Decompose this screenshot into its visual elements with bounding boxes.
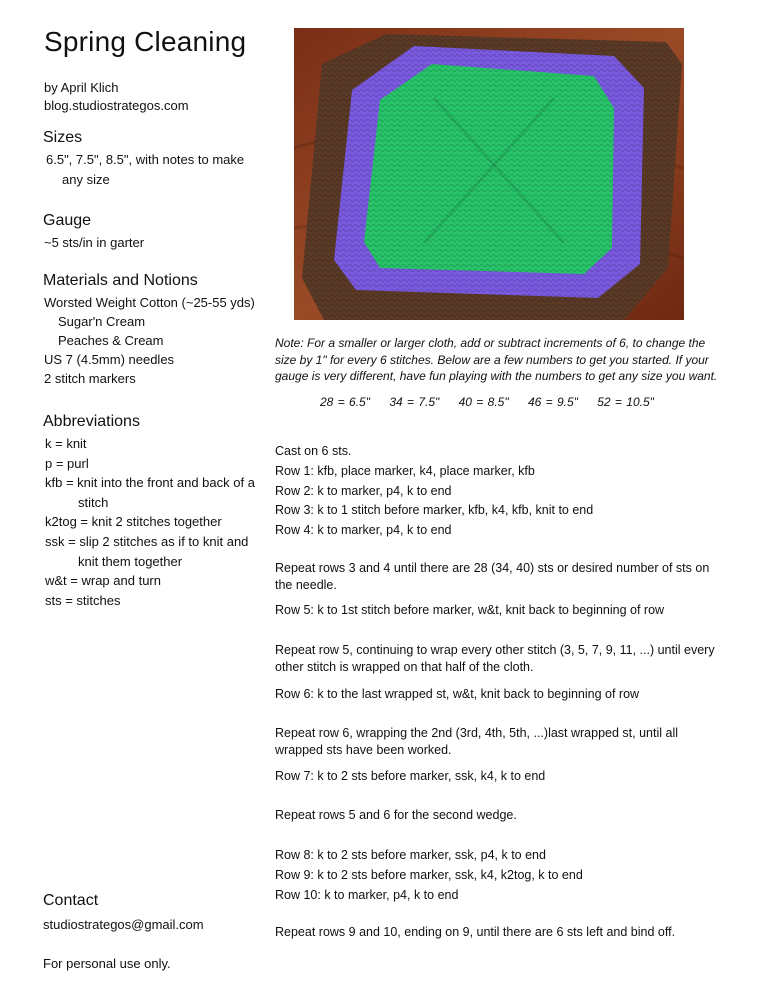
abbreviation-item: k = knit — [45, 436, 87, 451]
instruction-line: Row 3: k to 1 stitch before marker, kfb, k4, kfb, knit to end — [275, 503, 594, 518]
instruction-block-end — [275, 846, 725, 905]
materials-item: Sugar'n Cream — [58, 314, 146, 329]
gauge-heading: Gauge — [43, 212, 92, 229]
size-table — [320, 395, 669, 409]
instruction-line: Row 9: k to 2 sts before marker, ssk, k4, k2tog, k to end — [275, 867, 583, 882]
abbreviation-item: kfb = knit into the front and back of a — [45, 475, 255, 491]
materials-item: Peaches & Cream — [58, 333, 164, 348]
instruction-line: Row 10: k to marker, p4, k to end — [275, 887, 459, 902]
sizes-text-cont: any size — [62, 172, 110, 187]
byline: by April Klich — [44, 80, 119, 95]
size-entry: 52 = 10.5" — [597, 395, 654, 409]
instruction-line: Repeat rows 5 and 6 for the second wedge. — [275, 808, 517, 822]
instruction-line: Repeat row 6, wrapping the 2nd (3rd, 4th, 5th, ...)last wrapped st, until all wrapped sts have been worked. — [275, 726, 678, 757]
abbreviations-heading: Abbreviations — [43, 413, 140, 430]
size-entry: 34 = 7.5" — [389, 395, 440, 409]
abbreviation-item: p = purl — [45, 455, 89, 471]
instruction-line: Row 1: kfb, place marker, k4, place marker, kfb — [275, 463, 535, 478]
abbreviations-list — [45, 434, 255, 610]
instruction-line: Repeat row 5, continuing to wrap every other stitch (3, 5, 7, 9, 11, ...) until every other stitch is wrapped on that half of the cloth. — [275, 643, 715, 674]
abbreviation-item: w&t = wrap and turn — [45, 573, 161, 589]
instruction-block-start — [275, 442, 725, 541]
instruction-line: Cast on 6 sts. — [275, 444, 352, 458]
abbreviation-item: knit them together — [78, 553, 183, 569]
materials-heading: Materials and Notions — [43, 272, 198, 289]
instruction-line: Row 7: k to 2 sts before marker, ssk, k4, k to end — [275, 769, 546, 783]
sizing-note: Note: For a smaller or larger cloth, add or subtract increments of 6, to change the size by 1" for every 6 stitches. Below are a few numbers to get you started. If your gauge is very different, have fun playing with the numbers to get any size you want. — [275, 336, 718, 383]
abbreviation-item: k2tog = knit 2 stitches together — [45, 514, 222, 530]
instruction-line: Row 4: k to marker, p4, k to end — [275, 523, 452, 538]
abbreviation-item: stitch — [78, 494, 109, 510]
instruction-line: Row 6: k to the last wrapped st, w&t, knit back to beginning of row — [275, 687, 640, 701]
dishcloth-photo — [294, 28, 684, 320]
contact-heading: Contact — [43, 892, 99, 909]
website-link[interactable]: blog.studiostrategos.com — [44, 98, 189, 113]
materials-list — [44, 293, 255, 388]
materials-item: Worsted Weight Cotton (~25-55 yds) — [44, 295, 255, 310]
instruction-line: Row 8: k to 2 sts before marker, ssk, p4, k to end — [275, 848, 546, 862]
size-entry: 40 = 8.5" — [458, 395, 509, 409]
size-entry: 46 = 9.5" — [527, 395, 578, 409]
size-entry: 28 = 6.5" — [320, 395, 370, 409]
sizes-heading: Sizes — [43, 129, 83, 146]
sizes-text: 6.5", 7.5", 8.5", with notes to make — [46, 152, 245, 167]
abbreviation-item: ssk = slip 2 stitches as if to knit and — [45, 533, 249, 549]
gauge-text: ~5 sts/in in garter — [44, 235, 145, 250]
instruction-line: Row 2: k to marker, p4, k to end — [275, 483, 452, 498]
instruction-line: Row 5: k to 1st stitch before marker, w&t, knit back to beginning of row — [275, 603, 665, 617]
page-title: Spring Cleaning — [44, 26, 247, 57]
materials-item: 2 stitch markers — [44, 371, 136, 386]
instruction-line: Repeat rows 9 and 10, ending on 9, until there are 6 sts left and bind off. — [275, 925, 676, 939]
instruction-line: Repeat rows 3 and 4 until there are 28 (34, 40) sts or desired number of sts on the needle. — [275, 561, 710, 592]
abbreviation-item: sts = stitches — [45, 592, 121, 608]
contact-email[interactable]: studiostrategos@gmail.com — [43, 917, 204, 932]
materials-item: US 7 (4.5mm) needles — [44, 352, 175, 367]
usage-note: For personal use only. — [43, 956, 171, 971]
